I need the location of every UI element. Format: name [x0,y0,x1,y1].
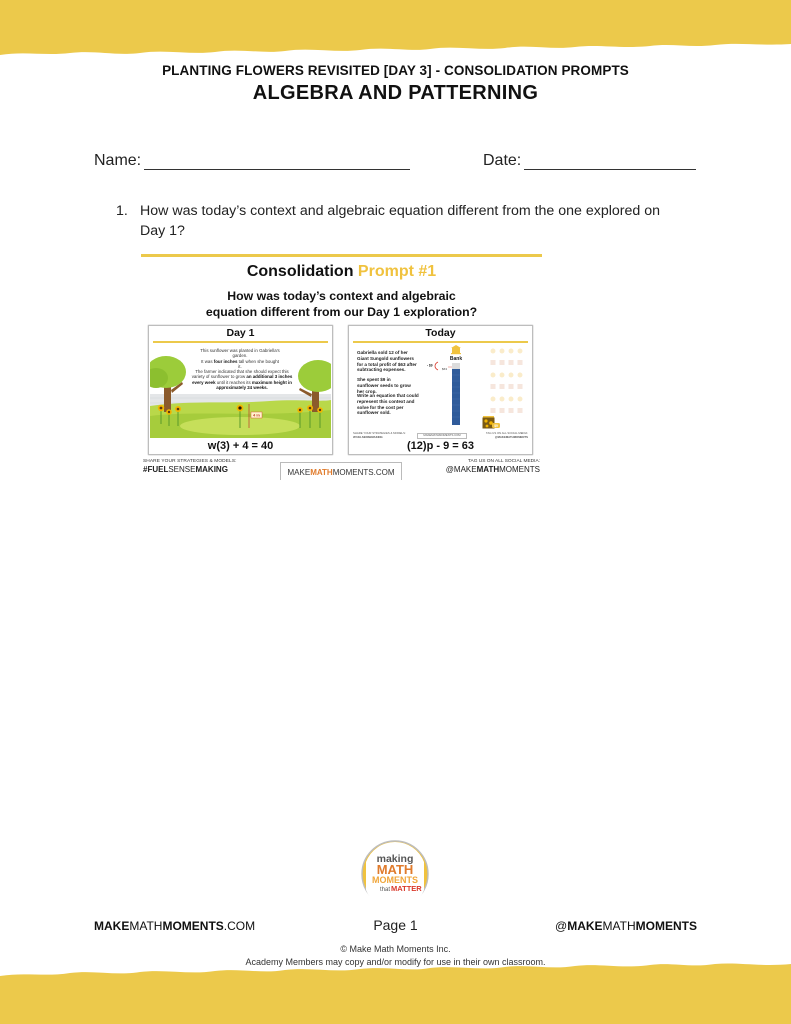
social-handle: @MAKEMATHMOMENTS [445,465,540,474]
slide-footer-share: SHARE YOUR STRATEGIES & MODELS: #FUELSENSEMAKING [143,459,237,474]
worksheet-title: ALGEBRA AND PATTERNING [252,82,539,104]
svg-text:$9: $9 [494,423,498,428]
svg-text:$63: $63 [442,367,448,371]
name-field[interactable] [94,152,410,170]
question-number: 1. [116,203,128,219]
question-1 [116,201,676,241]
slide-footer-social: TAG US ON ALL SOCIAL MEDIA: @MAKEMATHMOMENTS [445,459,540,474]
today-foot-mid: MAKEMATHMOMENTS.COM [417,433,467,439]
slide-top-divider [141,254,542,257]
today-equation: (12)p - 9 = 63 [407,440,474,452]
copyright-notice: © Make Math Moments Inc. Academy Members may copy and/or modify for use in their own classroom. [245,944,546,967]
page-number: Page 1 [373,917,418,933]
svg-text:that: that [380,887,391,893]
making-math-moments-logo [361,840,429,908]
top-brush-band [0,0,791,62]
day1-divider [153,341,328,343]
footer-website: MAKEMATHMOMENTS.COM [94,919,256,933]
today-panel [348,325,533,455]
svg-text:making: making [376,853,414,865]
date-input-line[interactable] [524,154,696,170]
svg-text:4 in: 4 in [253,412,260,418]
day1-text-growth: The farmer indicated that she should expect this variety of sunflower to grow an additional 3 inches every week until it reaches its maximum height in approximately 24 weeks. [191,369,293,391]
today-foot-left: SHARE YOUR STRATEGIES & MODELS: #FUELSENSEMAKING [353,431,406,439]
question-text: How was today’s context and algebraic equation different from the one explored on Day 1? [140,203,661,239]
svg-text:- $9: - $9 [427,363,433,368]
svg-text:MOMENTS: MOMENTS [372,875,418,885]
name-input-line[interactable] [144,154,410,170]
date-label: Date: [483,152,522,169]
today-text-sold: Gabriella sold 12 of her Giant Sungold sunflowers for a total profit of $63 after subtracting expenses. [357,350,417,373]
slide-title: Consolidation Prompt #1 [246,263,437,280]
svg-text:MATH: MATH [376,862,414,877]
date-field[interactable] [483,152,696,170]
garden-scene [150,344,331,438]
today-foot-right: TAG US ON ALL SOCIAL MEDIA: @MAKEMATHMOMENTS [485,431,528,439]
bank-illustration [425,343,533,439]
slide-footer-website: MAKEMATHMOMENTS.COM [280,462,402,480]
seed-jar-icon [483,416,501,429]
bottom-brush-band [0,962,791,1024]
worksheet-subtitle: PLANTING FLOWERS REVISITED [DAY 3] - CONSOLIDATION PROMPTS [162,63,629,78]
name-label: Name: [94,152,142,169]
bank-icon [451,345,461,354]
day1-equation: w(3) + 4 = 40 [207,440,274,452]
footer-social-handle: @MAKEMATHMOMENTS [555,919,697,933]
svg-text:MATTER: MATTER [391,884,422,893]
slide-title-accent: Prompt #1 [357,263,437,280]
sunflower-pots-grid [491,349,523,414]
today-heading: Today [425,327,456,339]
hashtag-fuelsensemaking: #FUELSENSEMAKING [143,465,228,474]
day1-text-planted: This sunflower was planted in Gabriella’s garden. [200,348,280,359]
day1-text-height: It was four inches tall when she bought it. [201,359,279,370]
today-text-spent: She spent $9 in sunflower seeds to grow her crop. [357,377,411,394]
svg-text:Bank: Bank [449,356,463,362]
consolidation-slide [141,254,542,482]
slide-question: How was today’s context and algebraic equation different from our Day 1 exploration? [205,289,478,319]
day1-panel [148,325,333,455]
today-text-prompt: Write an equation that could represent this context and solve for the cost per sunflower sold. [357,393,419,416]
day1-heading: Day 1 [226,327,255,339]
